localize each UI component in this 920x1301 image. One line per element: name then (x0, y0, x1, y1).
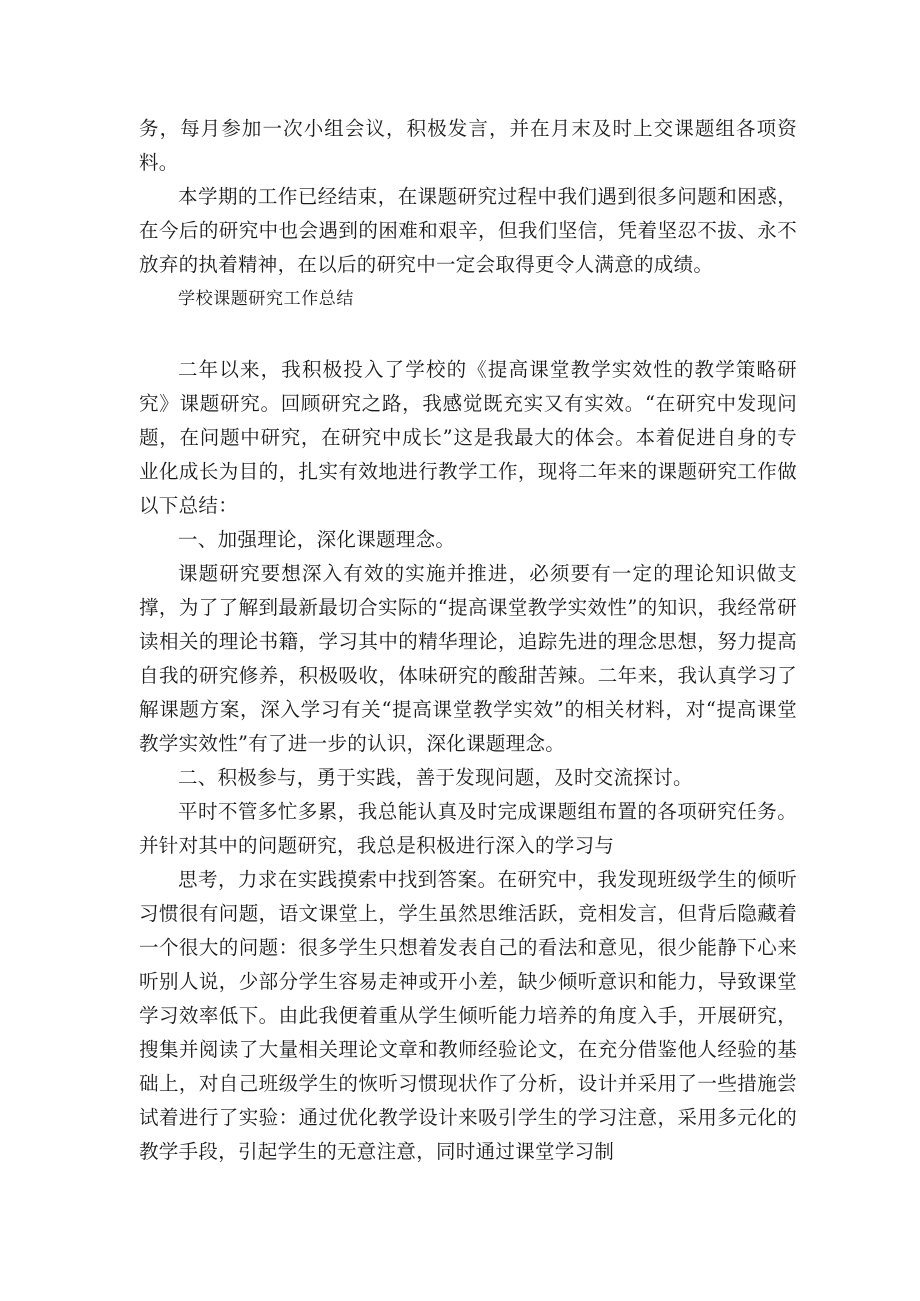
section-heading-2: 二、积极参与，勇于实践，善于发现问题，及时交流探讨。 (178, 766, 693, 789)
section-heading-1: 一、加强理论，深化课题理念。 (178, 528, 456, 551)
paragraph-continuation: 务，每月参加一次小组会议，积极发言，并在月末及时上交课题组各项资料。 (139, 117, 797, 174)
document-title: 学校课题研究工作总结 (178, 289, 354, 309)
paragraph-research: 思考，力求在实践摸索中找到答案。在研究中，我发现班级学生的倾听习惯很有问题，语文课堂上，学生虽然思维活跃，竞相发言，但背后隐藏着一个很大的问题：很多学生只想着发表自己的看法和意见，很少能静下心来听别人说，少部分学生容易走神或开小差，缺少倾听意识和能力，导致课堂学习效率低下。由此我便着重从学生倾听能力培养的角度入手，开展研究，搜集并阅读了大量相关理论文章和教师经验论文，在充分借鉴他人经验的基础上，对自己班级学生的恢听习惯现状作了分析，设计并采用了一些措施尝试着进行了实验：通过优化教学设计来吸引学生的学习注意，采用多元化的教学手段，引起学生的无意注意，同时通过课堂学习制 (139, 868, 797, 1163)
paragraph-closing: 本学期的工作已经结束，在课题研究过程中我们遇到很多问题和困惑，在今后的研究中也会遇到的困难和艰辛，但我们坚信，凭着坚忍不拔、永不放弃的执着精神，在以后的研究中一定会取得更令人满意的成绩。 (139, 185, 797, 276)
paragraph-theory: 课题研究要想深入有效的实施并推进，必须要有一定的理论知识做支撑，为了了解到最新最切合实际的“提高课堂教学实效性”的知识，我经常研读相关的理论书籍，学习其中的精华理论，追踪先进的理念思想，努力提高自我的研究修养，积极吸收，体味研究的酸甜苦辣。二年来，我认真学习了解课题方案，深入学习有关“提高课堂教学实效”的相关材料，对“提高课堂教学实效性”有了进一步的认识，深化课题理念。 (139, 562, 797, 755)
blank-line (139, 316, 797, 353)
paragraph-practice: 平时不管多忙多累，我总能认真及时完成课题组布置的各项研究任务。并针对其中的问题研究，我总是积极进行深入的学习与 (139, 800, 797, 857)
document-body (139, 112, 797, 1169)
paragraph-intro: 二年以来，我积极投入了学校的《提高课堂教学实效性的教学策略研究》课题研究。回顾研究之路，我感觉既充实又有实效。“在研究中发现问题，在问题中研究，在研究中成长”这是我最大的体会。本着促进自身的专业化成长为目的，扎实有效地进行教学工作，现将二年来的课题研究工作做以下总结： (139, 358, 797, 517)
